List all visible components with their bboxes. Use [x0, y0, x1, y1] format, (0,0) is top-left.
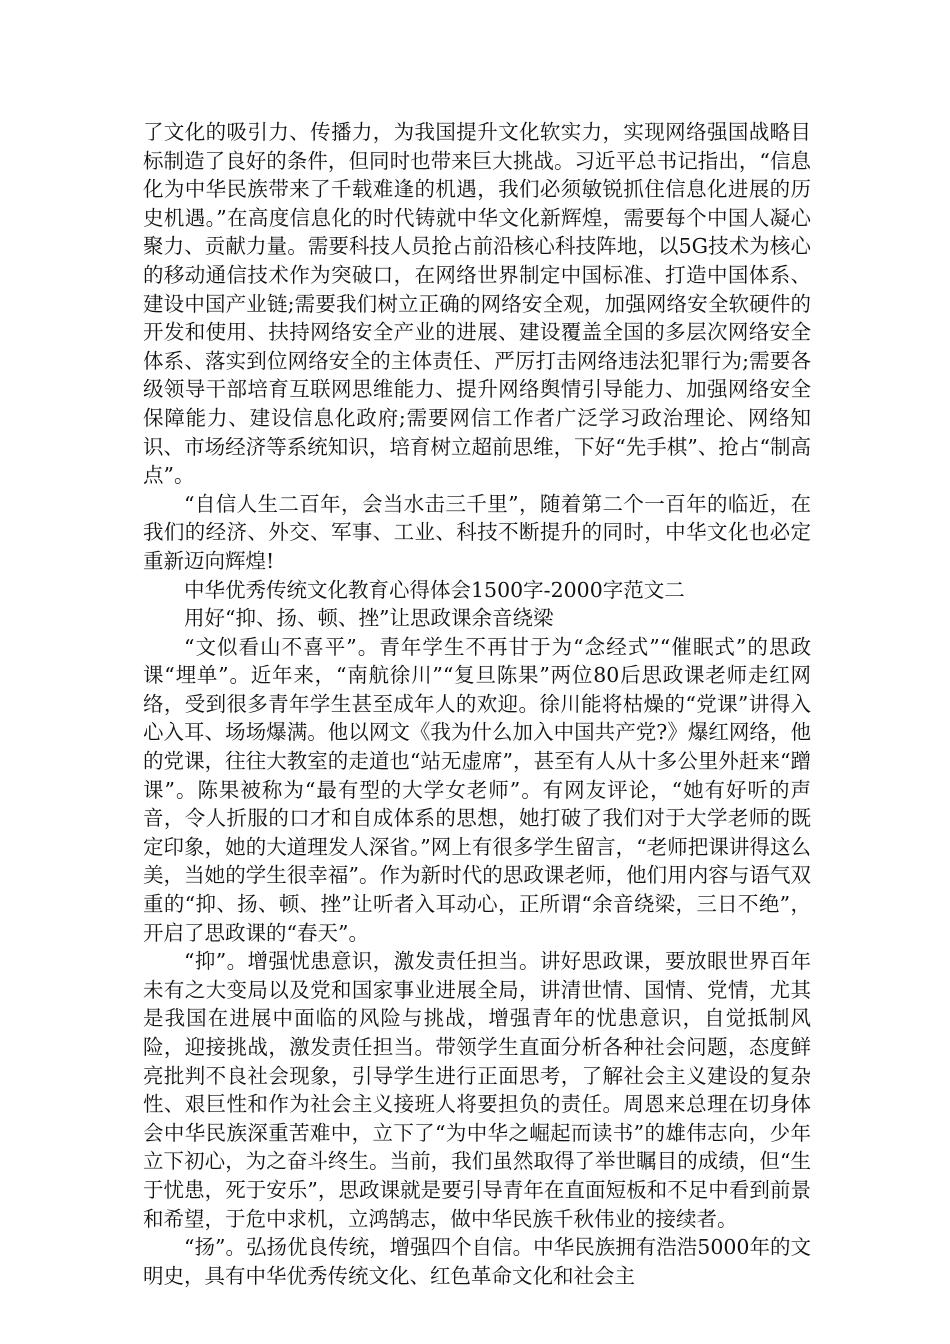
paragraph-intro: “文似看山不喜平”。青年学生不再甘于为“念经式”“催眠式”的思政课“埋单”。近年来，“南航徐川”“复旦陈果”两位80后思政课老师走红网络，受到很多青年学生甚至成年人的欢迎。徐川能将枯燥的“党课”讲得入心入耳、场场爆满。他以网文《我为什么加入中国共产党?》爆红网络，他的党课，往往大教室的走道也“站无虚席”，甚至有人从十多公里外赶来“蹭课”。陈果被称为“最有型的大学女老师”。有网友评论，“她有好听的声音，令人折服的口才和自成体系的思想，她打破了我们对于大学老师的既定印象，她的大道理发人深省。”网上有很多学生留言，“老师把课讲得这么美，当她的学生很幸福”。作为新时代的思政课老师，他们用内容与语气双重的“抑、扬、顿、挫”让听者入耳动心，正所谓“余音绕梁，三日不绝”，开启了思政课的“春天”。	[143, 634, 811, 945]
document-page	[143, 118, 811, 1290]
paragraph-yi: “抑”。增强忧患意识，激发责任担当。讲好思政课，要放眼世界百年未有之大变局以及党和国家事业进展全局，讲清世情、国情、党情，尤其是我国在进展中面临的风险与挑战，增强青年的忧患意识，自觉抵制风险，迎接挑战，激发责任担当。带领学生直面分析各种社会问题，态度鲜亮批判不良社会现象，引导学生进行正面思考，了解社会主义建设的复杂性、艰巨性和作为社会主义接班人将要担负的责任。周恩来总理在切身体会中华民族深重苦难中，立下了“为中华之崛起而读书”的雄伟志向，少年立下初心，为之奋斗终生。当前，我们虽然取得了举世瞩目的成绩，但“生于忧患，死于安乐”，思政课就是要引导青年在直面短板和不足中看到前景和希望，于危中求机，立鸿鹄志，做中华民族千秋伟业的接续者。	[143, 949, 811, 1231]
section-subtitle: 用好“抑、扬、顿、挫”让思政课余音绕梁	[184, 606, 554, 631]
paragraph-culture-network: 了文化的吸引力、传播力，为我国提升文化软实力，实现网络强国战略目标制造了良好的条件，但同时也带来巨大挑战。习近平总书记指出，“信息化为中华民族带来了千载难逢的机遇，我们必须敏锐抓住信息化进展的历史机遇。”在高度信息化的时代铸就中华文化新辉煌，需要每个中国人凝心聚力、贡献力量。需要科技人员抢占前沿核心科技阵地，以5G技术为核心的移动通信技术作为突破口，在网络世界制定中国标准、打造中国体系、建设中国产业链;需要我们树立正确的网络安全观，加强网络安全软硬件的开发和使用、扶持网络安全产业的进展、建设覆盖全国的多层次网络安全体系、落实到位网络安全的主体责任、严厉打击网络违法犯罪行为;需要各级领导干部培育互联网思维能力、提升网络舆情引导能力、加强网络安全保障能力、建设信息化政府;需要网信工作者广泛学习政治理论、网络知识、市场经济等系统知识，培育树立超前思维，下好“先手棋”、抢占“制高点”。	[143, 120, 811, 488]
paragraph-yang: “扬”。弘扬优良传统，增强四个自信。中华民族拥有浩浩5000年的文明史，具有中华优秀传统文化、红色革命文化和社会主	[143, 1235, 811, 1288]
paragraph-confidence: “自信人生二百年，会当水击三千里”，随着第二个一百年的临近，在我们的经济、外交、军事、工业、科技不断提升的同时，中华文化也必定重新迈向辉煌!	[143, 491, 811, 573]
section-title: 中华优秀传统文化教育心得体会1500字-2000字范文二	[184, 577, 685, 602]
